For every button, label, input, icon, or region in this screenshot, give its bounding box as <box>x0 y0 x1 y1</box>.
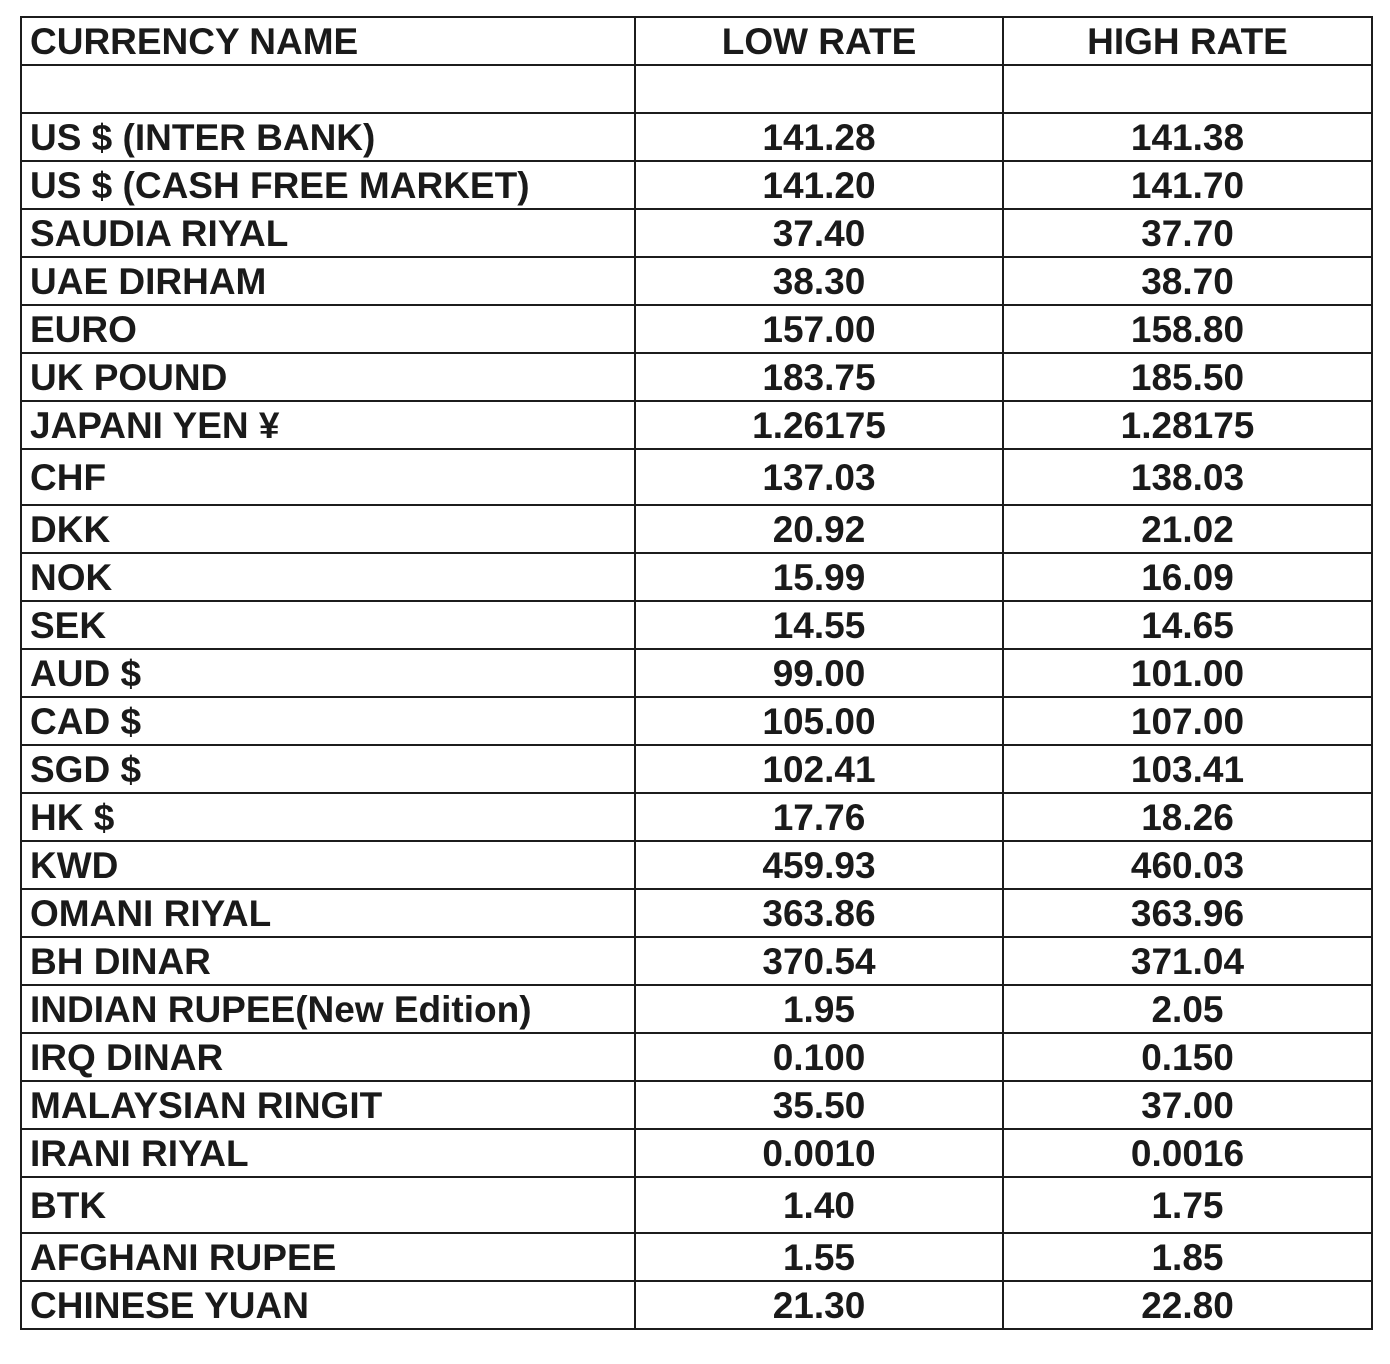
high-rate-cell: 103.41 <box>1003 745 1372 793</box>
low-rate-cell: 1.55 <box>635 1233 1003 1281</box>
currency-name-cell: MALAYSIAN RINGIT <box>21 1081 635 1129</box>
table-row <box>21 649 1372 697</box>
currency-name-cell: IRQ DINAR <box>21 1033 635 1081</box>
table-row <box>21 505 1372 553</box>
high-rate-cell: 141.38 <box>1003 113 1372 161</box>
table-row <box>21 793 1372 841</box>
header-low-rate: LOW RATE <box>635 17 1003 65</box>
table-row <box>21 937 1372 985</box>
low-rate-cell: 1.40 <box>635 1177 1003 1233</box>
currency-name-cell: JAPANI YEN ¥ <box>21 401 635 449</box>
low-rate-cell: 1.26175 <box>635 401 1003 449</box>
table-row <box>21 841 1372 889</box>
high-rate-cell: 107.00 <box>1003 697 1372 745</box>
high-rate-cell: 16.09 <box>1003 553 1372 601</box>
currency-name-cell: IRANI RIYAL <box>21 1129 635 1177</box>
high-rate-cell: 1.85 <box>1003 1233 1372 1281</box>
blank-cell <box>635 65 1003 113</box>
high-rate-cell: 0.0016 <box>1003 1129 1372 1177</box>
low-rate-cell: 0.0010 <box>635 1129 1003 1177</box>
currency-name-cell: OMANI RIYAL <box>21 889 635 937</box>
high-rate-cell: 185.50 <box>1003 353 1372 401</box>
currency-name-cell: US $ (INTER BANK) <box>21 113 635 161</box>
table-row <box>21 1281 1372 1329</box>
low-rate-cell: 0.100 <box>635 1033 1003 1081</box>
table-row <box>21 985 1372 1033</box>
low-rate-cell: 141.28 <box>635 113 1003 161</box>
high-rate-cell: 14.65 <box>1003 601 1372 649</box>
header-high-rate: HIGH RATE <box>1003 17 1372 65</box>
currency-name-cell: BTK <box>21 1177 635 1233</box>
high-rate-cell: 0.150 <box>1003 1033 1372 1081</box>
blank-cell <box>21 65 635 113</box>
high-rate-cell: 21.02 <box>1003 505 1372 553</box>
high-rate-cell: 2.05 <box>1003 985 1372 1033</box>
low-rate-cell: 459.93 <box>635 841 1003 889</box>
low-rate-cell: 17.76 <box>635 793 1003 841</box>
high-rate-cell: 37.00 <box>1003 1081 1372 1129</box>
high-rate-cell: 1.75 <box>1003 1177 1372 1233</box>
table-row <box>21 305 1372 353</box>
table-row <box>21 745 1372 793</box>
table-row <box>21 1129 1372 1177</box>
currency-name-cell: HK $ <box>21 793 635 841</box>
currency-name-cell: UAE DIRHAM <box>21 257 635 305</box>
currency-rates-table <box>20 16 1373 1330</box>
currency-name-cell: INDIAN RUPEE(New Edition) <box>21 985 635 1033</box>
low-rate-cell: 102.41 <box>635 745 1003 793</box>
low-rate-cell: 37.40 <box>635 209 1003 257</box>
low-rate-cell: 15.99 <box>635 553 1003 601</box>
high-rate-cell: 158.80 <box>1003 305 1372 353</box>
blank-cell <box>1003 65 1372 113</box>
low-rate-cell: 1.95 <box>635 985 1003 1033</box>
high-rate-cell: 101.00 <box>1003 649 1372 697</box>
low-rate-cell: 21.30 <box>635 1281 1003 1329</box>
high-rate-cell: 460.03 <box>1003 841 1372 889</box>
table-row <box>21 113 1372 161</box>
low-rate-cell: 14.55 <box>635 601 1003 649</box>
table-row <box>21 697 1372 745</box>
currency-name-cell: DKK <box>21 505 635 553</box>
currency-name-cell: CAD $ <box>21 697 635 745</box>
table-row <box>21 1233 1372 1281</box>
table-row <box>21 161 1372 209</box>
table-row <box>21 1081 1372 1129</box>
table-row <box>21 209 1372 257</box>
currency-name-cell: AFGHANI RUPEE <box>21 1233 635 1281</box>
low-rate-cell: 35.50 <box>635 1081 1003 1129</box>
low-rate-cell: 183.75 <box>635 353 1003 401</box>
high-rate-cell: 1.28175 <box>1003 401 1372 449</box>
low-rate-cell: 105.00 <box>635 697 1003 745</box>
currency-name-cell: SEK <box>21 601 635 649</box>
low-rate-cell: 370.54 <box>635 937 1003 985</box>
blank-row <box>21 65 1372 113</box>
currency-name-cell: CHF <box>21 449 635 505</box>
low-rate-cell: 38.30 <box>635 257 1003 305</box>
table-row <box>21 1033 1372 1081</box>
currency-name-cell: CHINESE YUAN <box>21 1281 635 1329</box>
low-rate-cell: 363.86 <box>635 889 1003 937</box>
currency-name-cell: AUD $ <box>21 649 635 697</box>
table-row <box>21 449 1372 505</box>
high-rate-cell: 38.70 <box>1003 257 1372 305</box>
table-row <box>21 889 1372 937</box>
currency-name-cell: US $ (CASH FREE MARKET) <box>21 161 635 209</box>
currency-name-cell: BH DINAR <box>21 937 635 985</box>
currency-name-cell: EURO <box>21 305 635 353</box>
table-row <box>21 353 1372 401</box>
low-rate-cell: 137.03 <box>635 449 1003 505</box>
high-rate-cell: 363.96 <box>1003 889 1372 937</box>
low-rate-cell: 99.00 <box>635 649 1003 697</box>
table-row <box>21 553 1372 601</box>
low-rate-cell: 141.20 <box>635 161 1003 209</box>
low-rate-cell: 20.92 <box>635 505 1003 553</box>
high-rate-cell: 138.03 <box>1003 449 1372 505</box>
high-rate-cell: 37.70 <box>1003 209 1372 257</box>
currency-name-cell: KWD <box>21 841 635 889</box>
high-rate-cell: 22.80 <box>1003 1281 1372 1329</box>
header-row <box>21 17 1372 65</box>
currency-name-cell: SGD $ <box>21 745 635 793</box>
table-row <box>21 1177 1372 1233</box>
table-row <box>21 257 1372 305</box>
table-row <box>21 601 1372 649</box>
high-rate-cell: 371.04 <box>1003 937 1372 985</box>
currency-name-cell: UK POUND <box>21 353 635 401</box>
header-currency-name: CURRENCY NAME <box>21 17 635 65</box>
table-row <box>21 401 1372 449</box>
currency-rate-sheet <box>20 16 1371 1330</box>
low-rate-cell: 157.00 <box>635 305 1003 353</box>
high-rate-cell: 141.70 <box>1003 161 1372 209</box>
high-rate-cell: 18.26 <box>1003 793 1372 841</box>
currency-name-cell: SAUDIA RIYAL <box>21 209 635 257</box>
currency-name-cell: NOK <box>21 553 635 601</box>
